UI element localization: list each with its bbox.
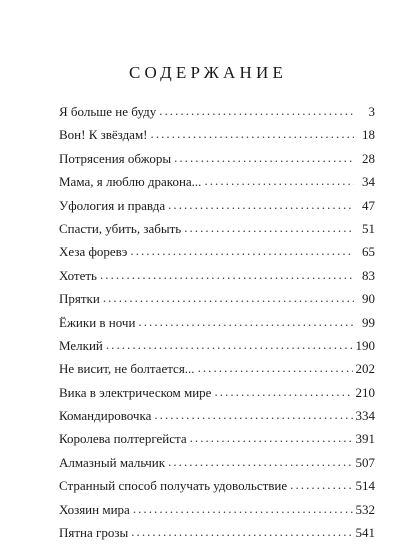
toc-entry — [59, 474, 375, 497]
toc-page-number: 90 — [362, 291, 375, 307]
toc-entry-title: Не висит, не болтается... — [59, 361, 195, 377]
toc-page-number: 210 — [355, 384, 375, 400]
dot-leader — [168, 193, 354, 216]
dot-leader — [168, 450, 352, 473]
toc-entry — [59, 404, 375, 427]
toc-entry — [59, 123, 375, 146]
toc-entry — [59, 357, 375, 380]
toc-entry-title: Королева полтергейста — [59, 431, 187, 447]
toc-page-number: 28 — [362, 150, 375, 166]
toc-entry-title: Командировочка — [59, 408, 152, 424]
dot-leader — [290, 473, 352, 496]
dot-leader — [174, 146, 354, 169]
toc-entry-title: Пятна грозы — [59, 525, 129, 541]
toc-page-number: 51 — [362, 220, 375, 236]
toc-entry — [59, 451, 375, 474]
toc-page-number: 47 — [362, 197, 375, 213]
toc-entry — [59, 521, 375, 544]
dot-leader — [131, 520, 352, 543]
table-of-contents — [59, 100, 375, 544]
dot-leader — [214, 380, 352, 403]
toc-page-number: 334 — [355, 408, 375, 424]
toc-entry — [59, 100, 375, 123]
toc-page-number: 99 — [362, 314, 375, 330]
toc-page-number: 532 — [355, 501, 375, 517]
toc-entry-title: Мама, я люблю дракона... — [59, 174, 202, 190]
toc-entry-title: Уфология и правда — [59, 197, 166, 213]
toc-entry-title: Хеза форевэ — [59, 244, 128, 260]
dot-leader — [106, 333, 353, 356]
toc-page-number: 202 — [355, 361, 375, 377]
dot-leader — [133, 497, 353, 520]
dot-leader — [130, 239, 354, 262]
toc-entry-title: Хозяин мира — [59, 501, 130, 517]
toc-entry — [59, 381, 375, 404]
toc-entry — [59, 170, 375, 193]
toc-page-number: 34 — [362, 174, 375, 190]
toc-entry — [59, 334, 375, 357]
toc-entry — [59, 240, 375, 263]
toc-entry-title: Мелкий — [59, 337, 103, 353]
toc-entry — [59, 194, 375, 217]
toc-entry-title: Я больше не буду — [59, 104, 157, 119]
toc-page-number: 83 — [362, 267, 375, 283]
toc-page-number: 391 — [355, 431, 375, 447]
dot-leader — [190, 426, 353, 449]
toc-page-number: 190 — [355, 337, 375, 353]
dot-leader — [159, 99, 354, 122]
dot-leader — [198, 356, 353, 379]
dot-leader — [204, 169, 354, 192]
dot-leader — [151, 122, 354, 145]
toc-entry — [59, 287, 375, 310]
toc-entry — [59, 311, 375, 334]
page-title: СОДЕРЖАНИЕ — [128, 63, 288, 82]
toc-entry-title: Алмазный мальчик — [59, 454, 166, 470]
toc-page-number: 514 — [355, 478, 375, 494]
toc-entry-title: Вон! К звёздам! — [59, 127, 148, 143]
toc-page-number: 65 — [362, 244, 375, 260]
toc-page-number: 507 — [355, 454, 375, 470]
toc-entry — [59, 498, 375, 521]
dot-leader — [100, 263, 354, 286]
toc-entry-title: Прятки — [59, 291, 100, 307]
toc-page-number: 18 — [362, 127, 375, 143]
toc-page-number: 541 — [355, 525, 375, 541]
toc-entry-title: Хотеть — [59, 267, 97, 283]
toc-entry — [59, 147, 375, 170]
toc-entry — [59, 264, 375, 287]
toc-entry — [59, 427, 375, 450]
dot-leader — [103, 286, 354, 309]
toc-page-number: 3 — [368, 104, 375, 119]
dot-leader — [154, 403, 352, 426]
toc-entry-title: Ёжики в ночи — [59, 314, 136, 330]
dot-leader — [184, 216, 354, 239]
toc-entry-title: Вика в электрическом мире — [59, 384, 212, 400]
dot-leader — [138, 310, 354, 333]
toc-entry-title: Спасти, убить, забыть — [59, 220, 182, 236]
toc-entry-title: Странный способ получать удовольствие — [59, 478, 288, 494]
toc-entry-title: Потрясения обжоры — [59, 150, 172, 166]
toc-entry — [59, 217, 375, 240]
